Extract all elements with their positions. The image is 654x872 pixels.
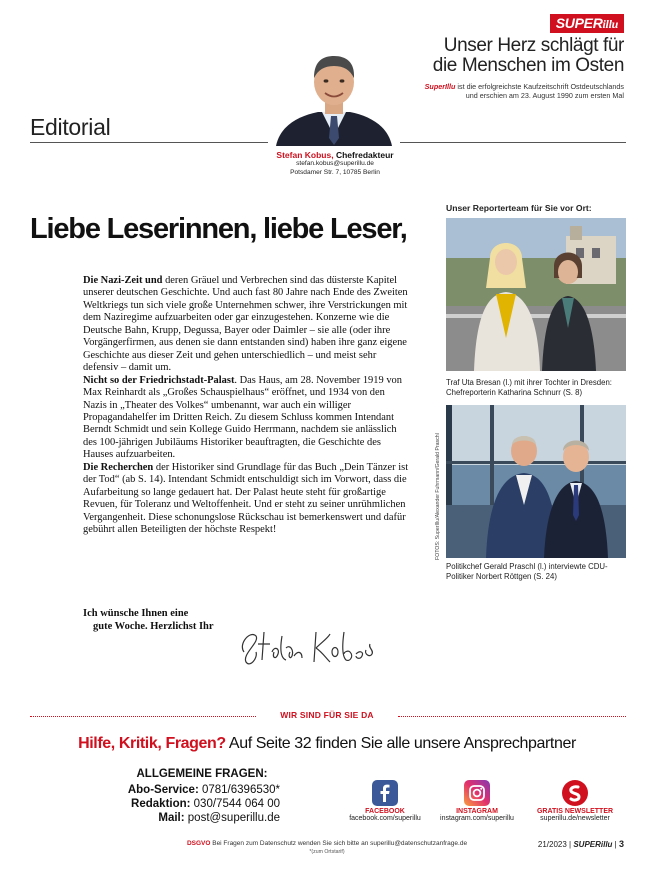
reporter-photo-dresden <box>446 218 626 371</box>
facebook-icon <box>372 780 398 806</box>
slogan-line-2: die Menschen im Osten <box>432 55 624 76</box>
help-banner: Hilfe, Kritik, Fragen? Auf Seite 32 finden Sie alle unsere Ansprechpartner <box>78 735 576 752</box>
paragraph-3: Die Recherchen der Historiker sind Grundlage für das Buch „Dein Tänzer ist der Tod“ (ab S. 14). Intendant Schmidt entschuldigt sich im Vorwort, dass die Aufarbeitung so lange gedauert hat. Der Palast heute steht für großartige Revuen, für Toleranz und Weltoffenheit. Und er steht zu seiner unrühmlichen Vergangenheit. Diese schonungslose Rückschau ist bemerkenswert und dafür gebührt allen Beteiligten der höchste Respekt! <box>83 461 409 536</box>
slogan <box>404 36 624 76</box>
contact-block <box>90 768 280 825</box>
photo-credit-text: FOTOS: SuperIllu/Alexander Fuhrmann/Gerald Praschl <box>435 433 441 560</box>
caption-photo-1: Traf Uta Bresan (l.) mit ihrer Tochter in Dresden: Chefreporterin Katharina Schnurr (S. 8) <box>446 378 612 397</box>
closing <box>83 607 214 633</box>
team-title: Unser Reporterteam für Sie vor Ort: <box>446 203 592 213</box>
newsletter-link[interactable]: GRATIS NEWSLETTER superillu.de/newsletter <box>520 780 630 822</box>
author-info <box>240 150 430 177</box>
ortstarif-note: *(zum Ortstarif) <box>309 849 345 855</box>
photo-credit <box>432 410 442 560</box>
editorial-body <box>83 275 411 537</box>
contact-title: ALLGEMEINE FRAGEN: <box>136 768 268 780</box>
facebook-link[interactable]: FACEBOOK facebook.com/superillu <box>330 780 440 822</box>
author-address: Potsdamer Str. 7, 10785 Berlin <box>290 168 380 176</box>
dsgvo-notice: DSGVO Bei Fragen zum Datenschutz wenden Sie sich bitte an superillu@datenschutzanfrage.de <box>186 840 468 847</box>
subline-brand: SuperIllu <box>424 82 456 91</box>
superillu-logo: SUPERillu <box>550 14 624 33</box>
reporter-photo-interview <box>446 405 626 558</box>
mail-contact[interactable]: Mail: post@superillu.de <box>158 812 280 824</box>
paragraph-1: Die Nazi-Zeit und deren Gräuel und Verbrechen sind das düsterste Kapitel unserer deutschen Geschichte. Und auch fast 80 Jahre nach Ende des Zweiten Weltkriegs tun sich viele große Unternehmen schwer, ihre Verstrickungen mit dem Naziregime aufzuarbeiten oder gar einzugestehen. Konzerne wie die Deutsche Bahn, Krupp, Degussa, Bayer oder Daimler – sie alle (oder ihre Vorgängerfirmen, aus denen sie dann entstanden sind) haben ihre ganz eigene Geschichte aus dieser Zeit und gehen unterschiedlich – und meist sehr defensiv – damit um. <box>83 275 408 374</box>
closing-line-2: gute Woche. Herzlichst Ihr <box>93 621 214 632</box>
author-name: Stefan Kobus, Chefredakteur <box>276 150 394 160</box>
page-number: 3 <box>618 839 624 849</box>
slogan-line-1: Unser Herz schlägt für <box>443 35 624 56</box>
author-email[interactable]: stefan.kobus@superillu.de <box>296 160 374 167</box>
signature <box>236 622 386 670</box>
instagram-link[interactable]: INSTAGRAM instagram.com/superillu <box>422 780 532 822</box>
section-title: Editorial <box>30 114 111 140</box>
service-heading: WIR SIND FÜR SIE DA <box>280 710 374 720</box>
closing-line-1: Ich wünsche Ihnen eine <box>83 608 189 619</box>
abo-service[interactable]: Abo-Service: 0781/6396530* <box>127 784 280 796</box>
instagram-icon <box>464 780 490 806</box>
paragraph-2: Nicht so der Friedrichstadt-Palast. Das Haus, am 28. November 1919 von Max Reinhardt als „Großes Schauspielhaus“ eröffnet, und 1934 von den Nazis in „Theater des Volkes“ umbenannt, war auch ein williger Propagandahelfer im Dritten Reich. Zu diesem Schluss kommen Intendant Berndt Schmidt und sein Kollege Guido Herrmann, nachdem sie anlässlich des 100-jährigen Jubiläums Historiker beauftragten, die Geschichte des Hauses aufzuarbeiten. <box>83 374 402 461</box>
divider-left <box>30 716 256 717</box>
newsletter-icon <box>562 780 588 806</box>
redaktion-phone[interactable]: Redaktion: 030/7544 064 00 <box>131 798 280 810</box>
divider-right <box>398 716 626 717</box>
caption-photo-2: Politikchef Gerald Praschl (l.) interviewte CDU-Politiker Norbert Röttgen (S. 24) <box>446 562 608 581</box>
author-portrait <box>268 48 400 146</box>
slogan-subline: SuperIllu ist die erfolgreichste Kaufzeitschrift Ostdeutschlands und erschien am 23. August 1990 zum ersten Mal <box>424 82 624 100</box>
page-folio: 21/2023 | SUPERillu | 3 <box>537 839 624 849</box>
headline: Liebe Leserinnen, liebe Leser, <box>30 213 407 245</box>
